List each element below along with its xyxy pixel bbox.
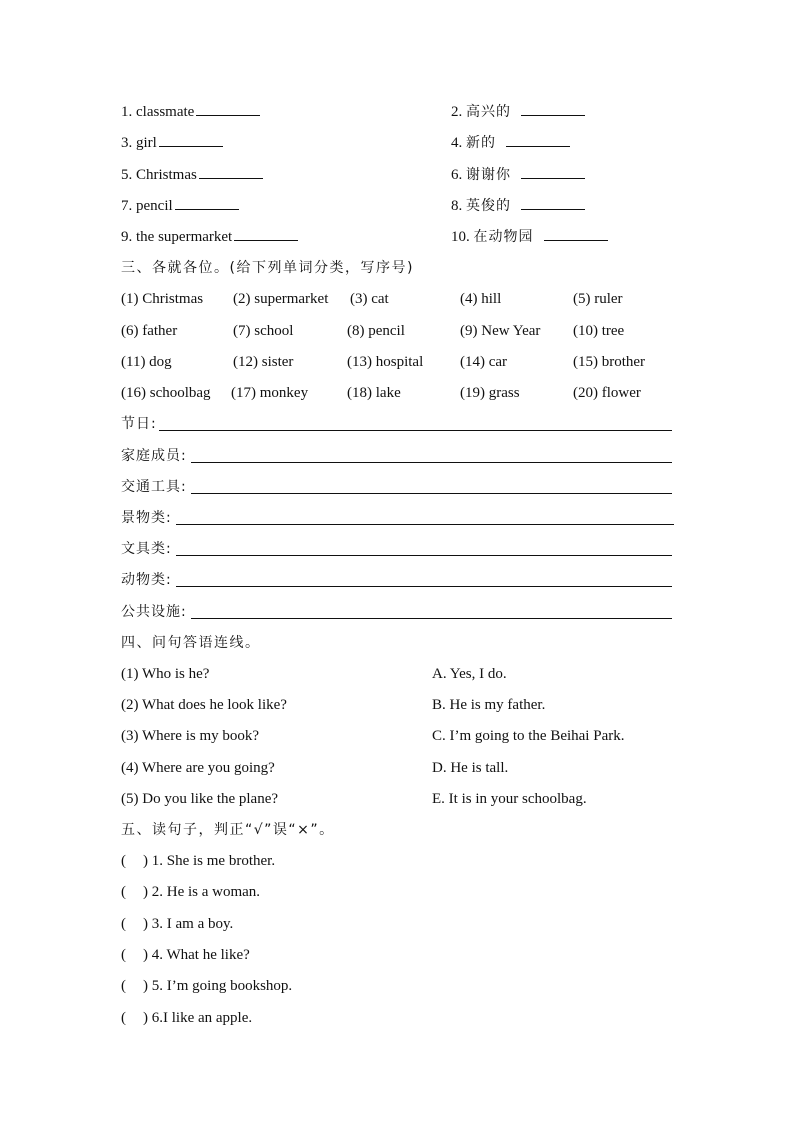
word-item: (8) pencil — [347, 323, 405, 339]
translate-item: 6. 谢谢你 — [451, 165, 585, 185]
translate-item: 5. Christmas — [121, 165, 263, 185]
category-row — [121, 570, 672, 590]
word-item: (15) brother — [573, 354, 646, 370]
answer-line[interactable] — [191, 493, 672, 494]
answer-line[interactable] — [176, 586, 672, 587]
answer[interactable]: A. Yes, I do. — [432, 666, 507, 682]
answer[interactable]: D. He is tall. — [432, 760, 509, 776]
category-label: 公共设施: — [121, 604, 187, 620]
answer-paren[interactable]: ( — [121, 1010, 126, 1026]
answer-paren[interactable]: ( — [121, 884, 126, 900]
section-5-title: 五、读句子，判正“√”误“×”。 — [121, 822, 335, 838]
translate-item: 9. the supermarket — [121, 227, 298, 247]
answer-line[interactable] — [176, 524, 674, 525]
judge-item: ( ) 6.I like an apple. — [121, 1010, 253, 1026]
answer-paren[interactable]: ( — [121, 853, 126, 869]
answer-blank[interactable] — [199, 165, 263, 179]
question[interactable]: (3) Where is my book? — [121, 728, 260, 744]
answer[interactable]: C. I’m going to the Beihai Park. — [432, 728, 625, 744]
judge-item: ( ) 5. I’m going bookshop. — [121, 978, 293, 994]
translate-item: 1. classmate — [121, 102, 260, 122]
category-row — [121, 414, 672, 434]
answer-paren[interactable]: ( — [121, 978, 126, 994]
translate-item: 8. 英俊的 — [451, 196, 585, 216]
answer-blank[interactable] — [544, 227, 608, 241]
word-item: (18) lake — [347, 385, 401, 401]
translate-item: 10. 在动物园 — [451, 227, 608, 247]
answer[interactable]: E. It is in your schoolbag. — [432, 791, 587, 807]
category-row — [121, 446, 672, 466]
category-row — [121, 539, 672, 559]
section-3-title: 三、各就各位。(给下列单词分类，写序号) — [121, 260, 414, 276]
question[interactable]: (1) Who is he? — [121, 666, 210, 682]
judge-item: ( ) 3. I am a boy. — [121, 916, 234, 932]
translate-item: 2. 高兴的 — [451, 102, 585, 122]
word-item: (14) car — [460, 354, 508, 370]
category-label: 景物类: — [121, 510, 172, 526]
word-item: (3) cat — [350, 291, 389, 307]
translate-item: 3. girl — [121, 133, 223, 153]
judge-item: ( ) 4. What he like? — [121, 947, 250, 963]
category-label: 交通工具: — [121, 479, 187, 495]
answer-line[interactable] — [191, 462, 672, 463]
word-item: (6) father — [121, 323, 178, 339]
word-item: (4) hill — [460, 291, 502, 307]
answer-blank[interactable] — [506, 133, 570, 147]
category-label: 文具类: — [121, 541, 172, 557]
answer-blank[interactable] — [521, 102, 585, 116]
answer-line[interactable] — [176, 555, 672, 556]
answer-blank[interactable] — [234, 227, 298, 241]
word-item: (7) school — [233, 323, 294, 339]
word-item: (19) grass — [460, 385, 520, 401]
answer-blank[interactable] — [196, 102, 260, 116]
translate-item: 4. 新的 — [451, 133, 570, 153]
answer[interactable]: B. He is my father. — [432, 697, 546, 713]
answer-paren[interactable]: ( — [121, 947, 126, 963]
answer-line[interactable] — [159, 430, 672, 431]
category-label: 家庭成员: — [121, 448, 187, 464]
category-row — [121, 477, 672, 497]
category-row — [121, 602, 672, 622]
answer-blank[interactable] — [521, 196, 585, 210]
category-label: 节日: — [121, 416, 157, 432]
word-item: (17) monkey — [231, 385, 309, 401]
word-item: (11) dog — [121, 354, 172, 370]
section-4-title: 四、问句答语连线。 — [121, 635, 261, 651]
judge-item: ( ) 1. She is me brother. — [121, 853, 276, 869]
word-item: (12) sister — [233, 354, 294, 370]
question[interactable]: (4) Where are you going? — [121, 760, 275, 776]
word-item: (13) hospital — [347, 354, 424, 370]
word-item: (5) ruler — [573, 291, 623, 307]
word-item: (1) Christmas — [121, 291, 204, 307]
question[interactable]: (2) What does he look like? — [121, 697, 287, 713]
answer-blank[interactable] — [175, 196, 239, 210]
answer-blank[interactable] — [521, 165, 585, 179]
word-item: (16) schoolbag — [121, 385, 211, 401]
category-label: 动物类: — [121, 572, 172, 588]
word-item: (10) tree — [573, 323, 625, 339]
word-item: (20) flower — [573, 385, 641, 401]
category-row — [121, 508, 674, 528]
translate-item: 7. pencil — [121, 196, 239, 216]
judge-item: ( ) 2. He is a woman. — [121, 884, 261, 900]
answer-paren[interactable]: ( — [121, 916, 126, 932]
answer-line[interactable] — [191, 618, 672, 619]
word-item: (2) supermarket — [233, 291, 329, 307]
word-item: (9) New Year — [460, 323, 541, 339]
answer-blank[interactable] — [159, 133, 223, 147]
question[interactable]: (5) Do you like the plane? — [121, 791, 279, 807]
